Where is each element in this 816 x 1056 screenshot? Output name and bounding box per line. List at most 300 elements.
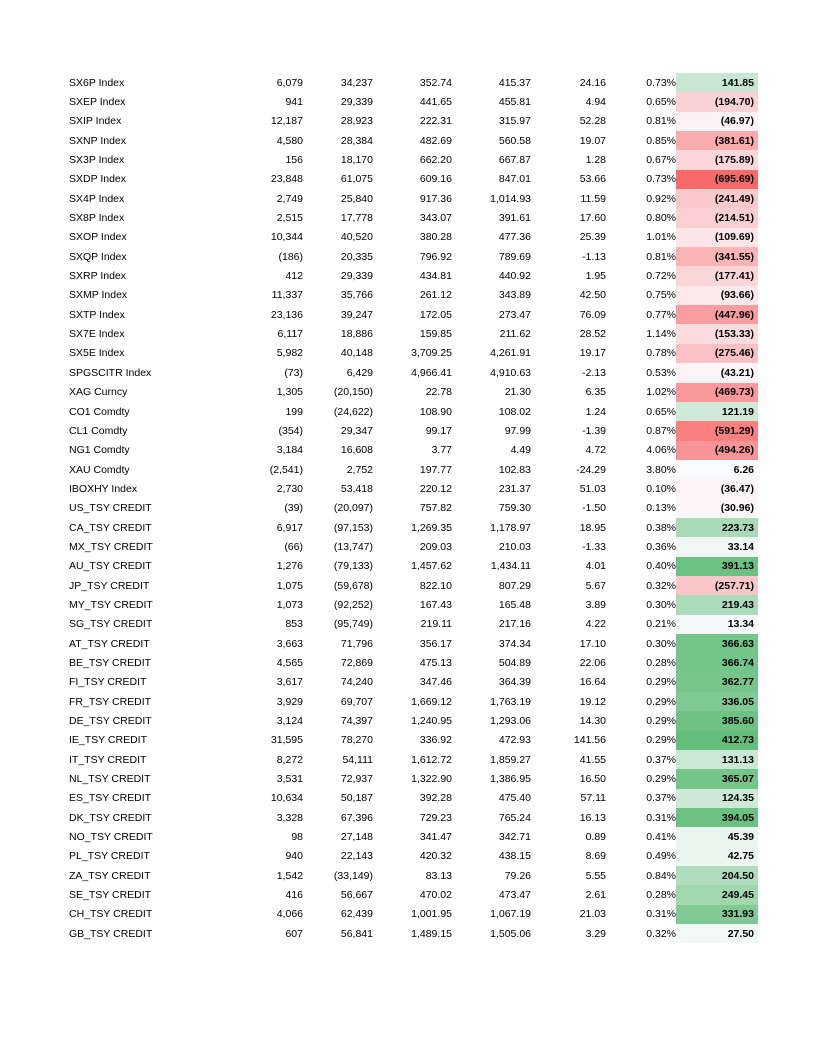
heat-value-cell: (241.49) — [676, 189, 758, 208]
table-row — [66, 847, 758, 866]
value-cell-c6: 1.14% — [646, 328, 676, 341]
value-cell-c6: 0.30% — [646, 598, 676, 611]
value-cell-c6: 0.78% — [646, 347, 676, 360]
heat-value-cell: (447.96) — [676, 305, 758, 324]
value-cell-c4: 210.03 — [498, 540, 531, 553]
table-row — [66, 441, 758, 460]
value-cell-c4: 342.71 — [498, 831, 531, 844]
value-cell-c5: 16.13 — [579, 811, 606, 824]
heat-value-cell: (469.73) — [676, 383, 758, 402]
value-cell-c1: 10,634 — [270, 792, 303, 805]
table-row — [66, 189, 758, 208]
table-row — [66, 557, 758, 576]
table-row — [66, 324, 758, 343]
table-row — [66, 924, 758, 943]
value-cell-c1: 1,073 — [276, 598, 303, 611]
value-cell-c5: 17.60 — [579, 212, 606, 225]
value-cell-c3: 219.11 — [420, 618, 452, 631]
value-cell-c6: 0.84% — [646, 869, 676, 882]
heat-value-cell: (257.71) — [676, 576, 758, 595]
heat-value-cell: (109.69) — [676, 228, 758, 247]
value-cell-c2: 16,608 — [340, 444, 373, 457]
value-cell-c5: 25.39 — [579, 231, 606, 244]
value-cell-c3: 22.78 — [425, 386, 452, 399]
value-cell-c4: 667.87 — [498, 154, 531, 167]
value-cell-c6: 0.67% — [646, 154, 676, 167]
value-cell-c1: 416 — [285, 889, 303, 902]
table-row — [66, 460, 758, 479]
value-cell-c5: 51.03 — [579, 482, 606, 495]
heat-value-cell: (214.51) — [676, 208, 758, 227]
table-row — [66, 769, 758, 788]
table-row — [66, 344, 758, 363]
heat-value-cell: (46.97) — [676, 112, 758, 131]
value-cell-c2: (20,097) — [333, 502, 373, 515]
value-cell-c6: 1.02% — [646, 386, 676, 399]
value-cell-c5: -1.50 — [582, 502, 606, 515]
value-cell-c4: 1,763.19 — [490, 695, 531, 708]
value-cell-c2: (24,622) — [333, 405, 373, 418]
value-cell-c1: 4,580 — [276, 134, 303, 147]
row-label: ZA_TSY CREDIT — [69, 869, 151, 882]
value-cell-c5: 3.29 — [585, 927, 606, 940]
value-cell-c6: 0.85% — [646, 134, 676, 147]
value-cell-c6: 0.29% — [646, 695, 676, 708]
value-cell-c6: 0.77% — [646, 308, 676, 321]
value-cell-c4: 4,261.91 — [490, 347, 531, 360]
value-cell-c4: 364.39 — [498, 676, 531, 689]
value-cell-c1: 607 — [285, 927, 303, 940]
value-cell-c4: 759.30 — [498, 502, 531, 515]
value-cell-c5: 16.64 — [579, 676, 606, 689]
heat-value-cell: 249.45 — [676, 885, 758, 904]
value-cell-c1: (2,541) — [269, 463, 303, 476]
value-cell-c6: 0.49% — [646, 850, 676, 863]
value-cell-c1: 6,079 — [276, 76, 303, 89]
value-cell-c2: 27,148 — [340, 831, 373, 844]
value-cell-c2: 56,841 — [340, 927, 373, 940]
value-cell-c2: 61,075 — [340, 173, 373, 186]
value-cell-c5: 17.10 — [579, 637, 606, 650]
table-row — [66, 885, 758, 904]
value-cell-c2: 35,766 — [340, 289, 373, 302]
value-cell-c3: 1,612.72 — [411, 753, 452, 766]
value-cell-c1: 2,749 — [276, 192, 303, 205]
value-cell-c4: 477.36 — [498, 231, 531, 244]
value-cell-c6: 0.81% — [646, 115, 676, 128]
value-cell-c4: 1,014.93 — [490, 192, 531, 205]
value-cell-c5: 52.28 — [579, 115, 606, 128]
value-cell-c2: 18,886 — [340, 328, 373, 341]
value-cell-c4: 211.62 — [499, 328, 531, 341]
table-row — [66, 247, 758, 266]
value-cell-c3: 392.28 — [419, 792, 452, 805]
value-cell-c5: 8.69 — [585, 850, 606, 863]
heat-value-cell: (381.61) — [676, 131, 758, 150]
table-row — [66, 866, 758, 885]
table-row — [66, 383, 758, 402]
value-cell-c4: 847.01 — [498, 173, 531, 186]
value-cell-c5: 57.11 — [580, 792, 606, 805]
value-cell-c2: 53,418 — [340, 482, 373, 495]
value-cell-c5: 6.35 — [585, 386, 606, 399]
value-cell-c3: 356.17 — [419, 637, 452, 650]
value-cell-c1: 11,337 — [271, 289, 303, 302]
table-row — [66, 266, 758, 285]
heat-value-cell: (341.55) — [676, 247, 758, 266]
table-row — [66, 731, 758, 750]
heat-value-cell: (43.21) — [676, 363, 758, 382]
value-cell-c1: 941 — [285, 96, 303, 109]
table-row — [66, 827, 758, 846]
row-label: SX6P Index — [69, 76, 125, 89]
value-cell-c2: 22,143 — [340, 850, 373, 863]
value-cell-c3: 4,966.41 — [411, 366, 452, 379]
value-cell-c6: 0.87% — [646, 424, 676, 437]
value-cell-c6: 1.01% — [646, 231, 676, 244]
heat-value-cell: 42.75 — [676, 847, 758, 866]
value-cell-c3: 380.28 — [419, 231, 452, 244]
row-label: DE_TSY CREDIT — [69, 715, 152, 728]
heat-value-cell: 204.50 — [676, 866, 758, 885]
heat-value-cell: (177.41) — [676, 266, 758, 285]
value-cell-c3: 822.10 — [419, 579, 452, 592]
value-cell-c2: (13,747) — [333, 540, 373, 553]
value-cell-c1: 23,848 — [270, 173, 303, 186]
value-cell-c2: 62,439 — [340, 908, 373, 921]
value-cell-c5: -24.29 — [576, 463, 606, 476]
row-label: SX3P Index — [69, 154, 125, 167]
row-label: CA_TSY CREDIT — [69, 521, 152, 534]
value-cell-c5: 0.89 — [585, 831, 606, 844]
row-label: CL1 Comdty — [69, 424, 128, 437]
value-cell-c2: 6,429 — [346, 366, 373, 379]
value-cell-c4: 391.61 — [498, 212, 531, 225]
value-cell-c4: 455.81 — [498, 96, 531, 109]
table-row — [66, 150, 758, 169]
heat-value-cell: 131.13 — [676, 750, 758, 769]
row-label: BE_TSY CREDIT — [69, 656, 152, 669]
heat-value-cell: 219.43 — [676, 595, 758, 614]
row-label: SX7E Index — [69, 328, 125, 341]
row-label: FI_TSY CREDIT — [69, 676, 147, 689]
value-cell-c1: (73) — [284, 366, 303, 379]
value-cell-c6: 0.75% — [646, 289, 676, 302]
value-cell-c4: 374.34 — [498, 637, 531, 650]
heat-value-cell: (30.96) — [676, 499, 758, 518]
table-row — [66, 286, 758, 305]
table-row — [66, 131, 758, 150]
value-cell-c2: (20,150) — [333, 386, 373, 399]
row-label: US_TSY CREDIT — [69, 502, 152, 515]
value-cell-c4: 1,859.27 — [490, 753, 531, 766]
heat-value-cell: 385.60 — [676, 711, 758, 730]
value-cell-c1: 10,344 — [270, 231, 303, 244]
heat-value-cell: (591.29) — [676, 421, 758, 440]
heat-value-cell: 412.73 — [676, 731, 758, 750]
value-cell-c5: 1.95 — [585, 270, 606, 283]
value-cell-c1: 412 — [285, 270, 303, 283]
value-cell-c1: 12,187 — [270, 115, 303, 128]
value-cell-c4: 438.15 — [498, 850, 531, 863]
value-cell-c4: 1,386.95 — [490, 773, 531, 786]
value-cell-c5: 1.24 — [585, 405, 606, 418]
heat-value-cell: (494.26) — [676, 441, 758, 460]
table-row — [66, 750, 758, 769]
value-cell-c2: 28,923 — [340, 115, 373, 128]
row-label: SXTP Index — [69, 308, 125, 321]
value-cell-c3: 475.13 — [419, 656, 452, 669]
table-row — [66, 634, 758, 653]
value-cell-c6: 0.40% — [646, 560, 676, 573]
value-cell-c6: 0.29% — [646, 676, 676, 689]
value-cell-c5: 141.56 — [573, 734, 606, 747]
heat-value-cell: (153.33) — [676, 324, 758, 343]
heat-value-cell: (194.70) — [676, 92, 758, 111]
value-cell-c1: 1,075 — [276, 579, 303, 592]
row-label: FR_TSY CREDIT — [69, 695, 152, 708]
value-cell-c3: 3,709.25 — [411, 347, 452, 360]
row-label: MX_TSY CREDIT — [69, 540, 153, 553]
value-cell-c1: 3,124 — [276, 715, 303, 728]
value-cell-c5: 4.01 — [585, 560, 606, 573]
row-label: ES_TSY CREDIT — [69, 792, 152, 805]
row-label: SXIP Index — [69, 115, 122, 128]
table-row — [66, 595, 758, 614]
data-table — [66, 73, 758, 943]
value-cell-c4: 102.83 — [498, 463, 531, 476]
value-cell-c3: 3.77 — [431, 444, 452, 457]
heat-value-cell: 366.63 — [676, 634, 758, 653]
value-cell-c1: 940 — [285, 850, 303, 863]
value-cell-c2: 34,237 — [340, 76, 373, 89]
value-cell-c2: 72,869 — [340, 656, 373, 669]
value-cell-c2: (92,252) — [333, 598, 373, 611]
value-cell-c2: (33,149) — [333, 869, 373, 882]
value-cell-c2: 54,111 — [342, 753, 373, 766]
value-cell-c2: (79,133) — [333, 560, 373, 573]
value-cell-c5: 1.28 — [585, 154, 606, 167]
table-row — [66, 305, 758, 324]
value-cell-c6: 0.32% — [646, 927, 676, 940]
value-cell-c3: 1,457.62 — [411, 560, 452, 573]
value-cell-c1: 1,542 — [276, 869, 303, 882]
value-cell-c4: 97.99 — [504, 424, 531, 437]
heat-value-cell: 141.85 — [676, 73, 758, 92]
value-cell-c5: 14.30 — [579, 715, 606, 728]
value-cell-c3: 209.03 — [419, 540, 452, 553]
row-label: SXQP Index — [69, 250, 127, 263]
value-cell-c1: 3,617 — [276, 676, 303, 689]
value-cell-c6: 0.81% — [646, 250, 676, 263]
value-cell-c5: -2.13 — [582, 366, 606, 379]
value-cell-c6: 4.06% — [646, 444, 676, 457]
value-cell-c4: 315.97 — [498, 115, 531, 128]
value-cell-c4: 21.30 — [504, 386, 531, 399]
value-cell-c1: 31,595 — [270, 734, 303, 747]
value-cell-c5: 4.22 — [585, 618, 606, 631]
value-cell-c3: 420.32 — [419, 850, 452, 863]
row-label: SX8P Index — [69, 212, 125, 225]
table-body — [66, 73, 758, 943]
row-label: IT_TSY CREDIT — [69, 753, 147, 766]
value-cell-c3: 197.77 — [419, 463, 452, 476]
value-cell-c5: 18.95 — [579, 521, 606, 534]
value-cell-c2: 29,339 — [340, 270, 373, 283]
value-cell-c4: 560.58 — [498, 134, 531, 147]
value-cell-c6: 0.31% — [646, 811, 676, 824]
value-cell-c2: 50,187 — [340, 792, 373, 805]
value-cell-c4: 765.24 — [498, 811, 531, 824]
value-cell-c6: 3.80% — [646, 463, 676, 476]
value-cell-c4: 1,067.19 — [490, 908, 531, 921]
value-cell-c1: 8,272 — [276, 753, 303, 766]
value-cell-c4: 108.02 — [498, 405, 531, 418]
value-cell-c2: (59,678) — [333, 579, 373, 592]
value-cell-c1: (39) — [284, 502, 303, 515]
value-cell-c1: 853 — [285, 618, 303, 631]
value-cell-c4: 231.37 — [498, 482, 531, 495]
value-cell-c6: 0.29% — [646, 715, 676, 728]
value-cell-c2: 18,170 — [340, 154, 373, 167]
row-label: XAG Curncy — [69, 386, 128, 399]
heat-value-cell: 394.05 — [676, 808, 758, 827]
value-cell-c1: 6,917 — [276, 521, 303, 534]
value-cell-c6: 0.32% — [646, 579, 676, 592]
value-cell-c5: 22.06 — [579, 656, 606, 669]
row-label: JP_TSY CREDIT — [69, 579, 150, 592]
value-cell-c6: 0.37% — [646, 753, 676, 766]
table-row — [66, 576, 758, 595]
value-cell-c2: 2,752 — [346, 463, 373, 476]
heat-value-cell: (695.69) — [676, 170, 758, 189]
value-cell-c1: 98 — [291, 831, 303, 844]
value-cell-c5: 5.55 — [585, 869, 606, 882]
value-cell-c5: 42.50 — [579, 289, 606, 302]
value-cell-c5: -1.33 — [582, 540, 606, 553]
value-cell-c4: 1,505.06 — [490, 927, 531, 940]
row-label: AT_TSY CREDIT — [69, 637, 150, 650]
table-row — [66, 711, 758, 730]
value-cell-c6: 0.28% — [646, 889, 676, 902]
value-cell-c1: 4,066 — [276, 908, 303, 921]
row-label: SXDP Index — [69, 173, 127, 186]
row-label: SXMP Index — [69, 289, 128, 302]
value-cell-c1: 3,663 — [276, 637, 303, 650]
value-cell-c6: 0.72% — [646, 270, 676, 283]
value-cell-c5: 11.59 — [580, 192, 606, 205]
value-cell-c3: 220.12 — [419, 482, 452, 495]
heat-value-cell: (175.89) — [676, 150, 758, 169]
value-cell-c3: 917.36 — [419, 192, 452, 205]
value-cell-c4: 165.48 — [498, 598, 531, 611]
value-cell-c1: 3,531 — [276, 773, 303, 786]
row-label: SX4P Index — [69, 192, 125, 205]
value-cell-c4: 472.93 — [498, 734, 531, 747]
row-label: SX5E Index — [69, 347, 125, 360]
value-cell-c3: 482.69 — [419, 134, 452, 147]
heat-value-cell: (93.66) — [676, 286, 758, 305]
table-row — [66, 73, 758, 92]
value-cell-c5: 19.12 — [579, 695, 606, 708]
value-cell-c4: 4.49 — [510, 444, 531, 457]
value-cell-c1: 2,730 — [276, 482, 303, 495]
heat-value-cell: 33.14 — [676, 537, 758, 556]
value-cell-c1: 6,117 — [277, 328, 303, 341]
heat-value-cell: 45.39 — [676, 827, 758, 846]
value-cell-c2: 17,778 — [340, 212, 373, 225]
value-cell-c4: 217.16 — [498, 618, 531, 631]
value-cell-c5: -1.13 — [582, 250, 606, 263]
value-cell-c1: (66) — [284, 540, 303, 553]
value-cell-c3: 434.81 — [419, 270, 452, 283]
value-cell-c4: 440.92 — [498, 270, 531, 283]
value-cell-c4: 475.40 — [498, 792, 531, 805]
value-cell-c3: 609.16 — [419, 173, 452, 186]
value-cell-c6: 0.80% — [646, 212, 676, 225]
table-row — [66, 653, 758, 672]
value-cell-c6: 0.13% — [646, 502, 676, 515]
value-cell-c1: 5,982 — [276, 347, 303, 360]
heat-value-cell: 13.34 — [676, 615, 758, 634]
value-cell-c3: 1,489.15 — [411, 927, 452, 940]
heat-value-cell: 6.26 — [676, 460, 758, 479]
table-row — [66, 479, 758, 498]
row-label: CO1 Comdty — [69, 405, 130, 418]
value-cell-c3: 159.85 — [419, 328, 452, 341]
table-row — [66, 615, 758, 634]
value-cell-c1: 156 — [285, 154, 303, 167]
row-label: IBOXHY Index — [69, 482, 138, 495]
value-cell-c6: 0.73% — [646, 173, 676, 186]
value-cell-c6: 0.30% — [646, 637, 676, 650]
value-cell-c6: 0.65% — [646, 96, 676, 109]
value-cell-c3: 1,001.95 — [411, 908, 452, 921]
table-row — [66, 363, 758, 382]
row-label: SPGSCITR Index — [69, 366, 152, 379]
heat-value-cell: 331.93 — [676, 905, 758, 924]
value-cell-c3: 222.31 — [419, 115, 452, 128]
value-cell-c5: -1.39 — [582, 424, 606, 437]
value-cell-c3: 99.17 — [425, 424, 452, 437]
value-cell-c6: 0.36% — [646, 540, 676, 553]
table-row — [66, 808, 758, 827]
value-cell-c5: 24.16 — [579, 76, 606, 89]
value-cell-c6: 0.29% — [646, 734, 676, 747]
heat-value-cell: 362.77 — [676, 673, 758, 692]
table-row — [66, 518, 758, 537]
value-cell-c6: 0.28% — [646, 656, 676, 669]
heat-value-cell: 223.73 — [676, 518, 758, 537]
row-label: XAU Comdty — [69, 463, 130, 476]
value-cell-c1: 23,136 — [270, 308, 303, 321]
value-cell-c4: 4,910.63 — [490, 366, 531, 379]
value-cell-c5: 53.66 — [579, 173, 606, 186]
value-cell-c4: 273.47 — [498, 308, 531, 321]
value-cell-c2: 56,667 — [340, 889, 373, 902]
value-cell-c3: 108.90 — [419, 405, 452, 418]
value-cell-c3: 347.46 — [419, 676, 452, 689]
table-row — [66, 112, 758, 131]
value-cell-c6: 0.53% — [646, 366, 676, 379]
value-cell-c6: 0.10% — [646, 482, 676, 495]
heat-value-cell: 365.07 — [676, 769, 758, 788]
value-cell-c4: 807.29 — [498, 579, 531, 592]
value-cell-c3: 729.23 — [419, 811, 452, 824]
row-label: SXRP Index — [69, 270, 127, 283]
row-label: SXOP Index — [69, 231, 127, 244]
value-cell-c4: 1,178.97 — [490, 521, 531, 534]
